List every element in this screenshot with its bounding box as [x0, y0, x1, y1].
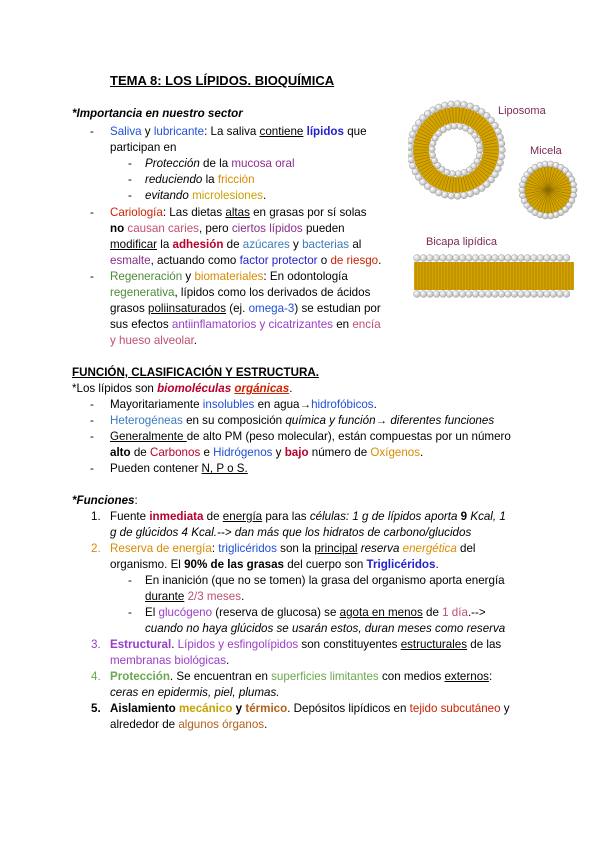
- list-number: 5.: [91, 702, 101, 715]
- bullet-dash: -: [90, 206, 94, 219]
- liposome-illustration: [408, 101, 505, 200]
- micelle-illustration: [519, 161, 577, 219]
- property-3-line-1: Generalmente de alto PM (peso molecular), están compuestas por un número: [110, 430, 511, 443]
- saliva-sub-3: evitando microlesiones.: [145, 189, 267, 202]
- bullet-dash: -: [128, 157, 132, 170]
- property-3-line-2: alto de Carbonos e Hidrógenos y bajo número de Oxígenos.: [110, 446, 424, 459]
- bullet-dash: -: [90, 398, 94, 411]
- regen-line-2: regenerativa, lípidos como los derivados de ácidos: [110, 286, 371, 299]
- function-3-line-1: Estructural. Lípidos y esfingolípidos son constituyentes estructurales de las: [110, 638, 502, 651]
- bullet-dash: -: [128, 574, 132, 587]
- function-1-line-2: g de glúcidos 4 Kcal.--> dan más que los hidratos de carbono/glucidos: [110, 526, 472, 539]
- property-2: Heterogéneas en su composición química y función→ diferentes funciones: [110, 414, 495, 427]
- bilayer-label: Bicapa lipídica: [426, 236, 497, 248]
- property-1: Mayoritariamente insolubles en agua→hidrofóbicos.: [110, 398, 377, 411]
- list-number: 1.: [91, 510, 101, 523]
- list-number: 4.: [91, 670, 101, 683]
- function-3-line-2: membranas biológicas.: [110, 654, 230, 667]
- list-number: 2.: [91, 542, 101, 555]
- importance-heading: *Importancia en nuestro sector: [72, 107, 243, 120]
- function-2-sub-2-line-1: El glucógeno (reserva de glucosa) se agota en menos de 1 día.-->: [145, 606, 486, 619]
- function-4-line-1: Protección. Se encuentran en superficies limitantes con medios externos:: [110, 670, 493, 683]
- bilayer-illustration: [414, 255, 574, 298]
- list-number: 3.: [91, 638, 101, 651]
- lipids-intro: *Los lípidos son biomoléculas orgánicas.: [72, 382, 293, 395]
- page-title: TEMA 8: LOS LÍPIDOS. BIOQUÍMICA: [110, 73, 335, 88]
- bullet-dash: -: [90, 462, 94, 475]
- bullet-dash: -: [128, 606, 132, 619]
- functions-heading: *Funciones:: [72, 494, 138, 507]
- liposome-label: Liposoma: [498, 105, 546, 117]
- function-5-line-2: alrededor de algunos órganos.: [110, 718, 268, 731]
- bullet-dash: -: [90, 414, 94, 427]
- bullet-dash: -: [90, 430, 94, 443]
- regen-line-4: sus efectos antiinflamatorios y cicatrizantes en encía: [110, 318, 381, 331]
- bullet-dash: -: [128, 189, 132, 202]
- caries-line-3: modificar la adhesión de azúcares y bacterias al: [110, 238, 362, 251]
- function-2-sub-1-line-1: En inanición (que no se tomen) la grasa del organismo aporta energía: [145, 574, 505, 587]
- caries-line-1: Cariología: Las dietas altas en grasas por sí solas: [110, 206, 367, 219]
- regen-line-3: grasos poliinsaturados (ej. omega-3) se estudian por: [110, 302, 381, 315]
- caries-line-2: no causan caries, pero ciertos lípidos pueden: [110, 222, 345, 235]
- function-2-line-1: Reserva de energía: triglicéridos son la principal reserva energética del: [110, 542, 476, 555]
- function-4-line-2: ceras en epidermis, piel, plumas.: [110, 686, 280, 699]
- caries-line-4: esmalte, actuando como factor protector o de riesgo.: [110, 254, 382, 267]
- function-1-line-1: Fuente inmediata de energía para las células: 1 g de lípidos aporta 9 Kcal, 1: [110, 510, 506, 523]
- saliva-sub-1: Protección de la mucosa oral: [145, 157, 295, 170]
- function-heading: FUNCIÓN, CLASIFICACIÓN Y ESTRUCTURA.: [72, 366, 319, 379]
- saliva-line-1: Saliva y lubricante: La saliva contiene lípidos que: [110, 125, 367, 138]
- micelle-label: Micela: [530, 145, 562, 157]
- lipid-structures-diagram: [408, 82, 580, 304]
- function-2-sub-2-line-2: cuando no haya glúcidos se usarán estos, duran meses como reserva: [145, 622, 506, 635]
- function-2-sub-1-line-2: durante 2/3 meses.: [145, 590, 245, 603]
- function-2-line-2: organismo. El 90% de las grasas del cuerpo son Triglicéridos.: [110, 558, 439, 571]
- bullet-dash: -: [90, 125, 94, 138]
- regen-line-5: y hueso alveolar.: [110, 334, 198, 347]
- regen-line-1: Regeneración y biomateriales: En odontología: [110, 270, 348, 283]
- function-5-line-1: Aislamiento mecánico y térmico. Depósitos lipídicos en tejido subcutáneo y: [110, 702, 510, 715]
- saliva-sub-2: reduciendo la fricción: [145, 173, 255, 186]
- property-4: Pueden contener N, P o S.: [110, 462, 248, 475]
- bullet-dash: -: [90, 270, 94, 283]
- bullet-dash: -: [128, 173, 132, 186]
- saliva-line-2: participan en: [110, 141, 177, 154]
